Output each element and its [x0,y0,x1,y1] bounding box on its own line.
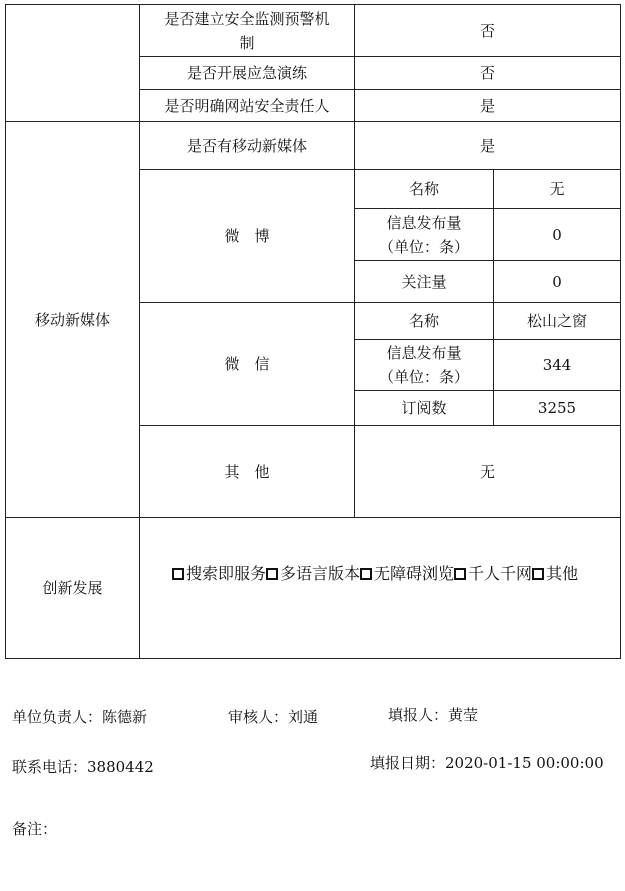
option-other[interactable]: 其他 [532,562,578,586]
option-multilingual[interactable]: 多语言版本 [266,562,360,586]
weibo-posts-label: 信息发布量（单位：条） [355,209,494,261]
other-label: 其 他 [140,426,355,518]
weixin-posts-value: 344 [494,340,621,391]
weibo-name-value: 无 [494,170,621,209]
weibo-follow-label: 关注量 [355,261,494,303]
option-accessibility[interactable]: 无障碍浏览 [360,562,454,586]
has-mobile-value: 是 [355,122,621,170]
table-row [6,122,621,170]
weixin-subs-value: 3255 [494,391,621,426]
weixin-label: 微 信 [140,303,355,426]
weixin-name-label: 名称 [355,303,494,340]
weixin-posts-label: 信息发布量（单位：条） [355,340,494,391]
weibo-label: 微 博 [140,170,355,303]
checkbox-icon[interactable] [532,568,544,580]
filler: 填报人：黄莹 [388,706,479,724]
weibo-follow-value: 0 [494,261,621,303]
unit-head: 单位负责人：陈德新 [12,708,148,726]
section-label-mobile-media: 移动新媒体 [6,122,140,518]
report-date: 填报日期：2020-01-15 00:00:00 [370,754,604,772]
weibo-name-label: 名称 [355,170,494,209]
weibo-posts-value: 0 [494,209,621,261]
innovation-options [140,518,621,659]
row-label-drill: 是否开展应急演练 [140,57,355,90]
has-mobile-label: 是否有移动新媒体 [140,122,355,170]
row-label-monitoring: 是否建立安全监测预警机制 [140,5,355,57]
row-value-drill: 否 [355,57,621,90]
option-personalized[interactable]: 千人千网 [454,562,532,586]
table-row [6,518,621,659]
phone: 联系电话：3880442 [12,758,154,776]
innovation-checkbox-group [172,562,578,586]
row-label-responsible: 是否明确网站安全责任人 [140,90,355,122]
option-search-service[interactable]: 搜索即服务 [172,562,266,586]
other-value: 无 [355,426,621,518]
checkbox-icon[interactable] [266,568,278,580]
checkbox-icon[interactable] [172,568,184,580]
section-cell-empty [6,5,140,122]
weixin-name-value: 松山之窗 [494,303,621,340]
checkbox-icon[interactable] [360,568,372,580]
row-value-responsible: 是 [355,90,621,122]
table-row [6,5,621,57]
reviewer: 审核人：刘通 [228,708,319,726]
remark-label: 备注： [12,820,58,838]
row-value-monitoring: 否 [355,5,621,57]
weixin-subs-label: 订阅数 [355,391,494,426]
report-table [5,4,621,659]
section-label-innovation: 创新发展 [6,518,140,659]
checkbox-icon[interactable] [454,568,466,580]
